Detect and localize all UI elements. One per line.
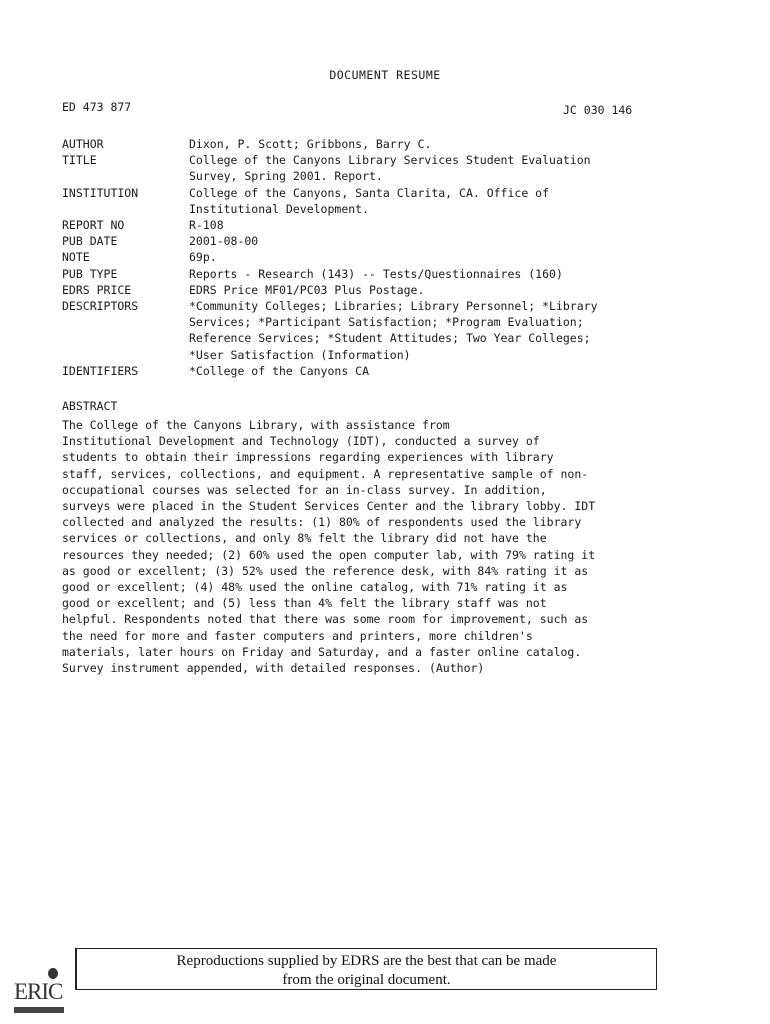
ed-number: ED 473 877 — [62, 100, 132, 114]
field-label: REPORT NO — [62, 218, 125, 233]
eric-logo-text: ERIC — [14, 979, 63, 1004]
field-institution — [62, 185, 598, 217]
eric-logo-bar — [14, 1007, 64, 1013]
field-author — [62, 136, 598, 152]
field-report-no — [62, 217, 598, 233]
field-identifiers — [62, 363, 598, 379]
field-value: 2001-08-00 — [189, 234, 259, 249]
field-pub-type — [62, 266, 598, 282]
field-value: Dixon, P. Scott; Gribbons, Barry C. — [189, 137, 432, 151]
reproduction-notice — [75, 948, 657, 990]
field-label: AUTHOR — [62, 137, 104, 151]
field-value: EDRS Price MF01/PC03 Plus Postage. — [189, 282, 425, 297]
document-title: DOCUMENT RESUME — [329, 68, 441, 82]
field-descriptors — [62, 298, 598, 363]
field-value: R-108 — [189, 218, 224, 233]
field-value: College of the Canyons Library Services Student Evaluation Survey, Spring 2001. Report. — [189, 153, 591, 184]
reproduction-notice-line1: Reproductions supplied by EDRS are the best that can be made — [176, 953, 557, 969]
abstract-heading: ABSTRACT — [62, 399, 118, 413]
clearinghouse-number: JC 030 146 — [563, 103, 633, 117]
field-label: IDENTIFIERS — [62, 363, 139, 378]
field-label: PUB DATE — [62, 234, 118, 249]
field-label: NOTE — [62, 250, 90, 265]
field-label: DESCRIPTORS — [62, 299, 139, 314]
abstract-text: The College of the Canyons Library, with assistance from Institutional Development and Technology (IDT), conducted a survey of students to obtain their impressions regarding experiences with library staff, services, collections, and equipment. A representative sample of non- occupational courses was selected for an in-class survey. In addition, surveys were placed in the Student Services Center and the library lobby. IDT collected and analyzed the results: (1) 80% of respondents used the library services or collections, and only 8% felt the library did not have the resources they needed; (2) 60% used the open computer lab, with 79% rating it as good or excellent; (3) 52% used the reference desk, with 84% rating it as good or excellent; (4) 48% used the online catalog, with 71% rating it as good or excellent; and (5) less than 4% felt the library staff was not helpful. Respondents noted that there was some room for improvement, such as the need for more and faster computers and printers, more children's materials, later hours on Friday and Saturday, and a faster online catalog. Survey instrument appended, with detailed responses. (Author) — [62, 418, 596, 676]
field-value: *College of the Canyons CA — [189, 363, 370, 378]
field-note — [62, 249, 598, 265]
eric-logo — [14, 967, 66, 1013]
field-edrs-price — [62, 282, 598, 298]
field-value: Reports - Research (143) -- Tests/Questionnaires (160) — [189, 266, 563, 281]
field-value: 69p. — [189, 250, 217, 265]
field-value: College of the Canyons, Santa Clarita, CA. Office of Institutional Development. — [189, 185, 550, 216]
field-pub-date — [62, 233, 598, 249]
field-label: TITLE — [62, 153, 97, 168]
field-label: INSTITUTION — [62, 185, 139, 200]
field-label: EDRS PRICE — [62, 282, 132, 297]
field-value: *Community Colleges; Libraries; Library Personnel; *Library Services; *Participant Satisfaction; *Program Evaluation; Reference Services; *Student Attitudes; Two Year Colleges; *User Satisfaction (Information) — [189, 299, 598, 362]
eric-logo-mark — [48, 968, 58, 979]
field-label: PUB TYPE — [62, 266, 118, 281]
reproduction-notice-line2: from the original document. — [282, 972, 451, 988]
metadata-table — [62, 136, 598, 379]
field-title — [62, 152, 598, 184]
